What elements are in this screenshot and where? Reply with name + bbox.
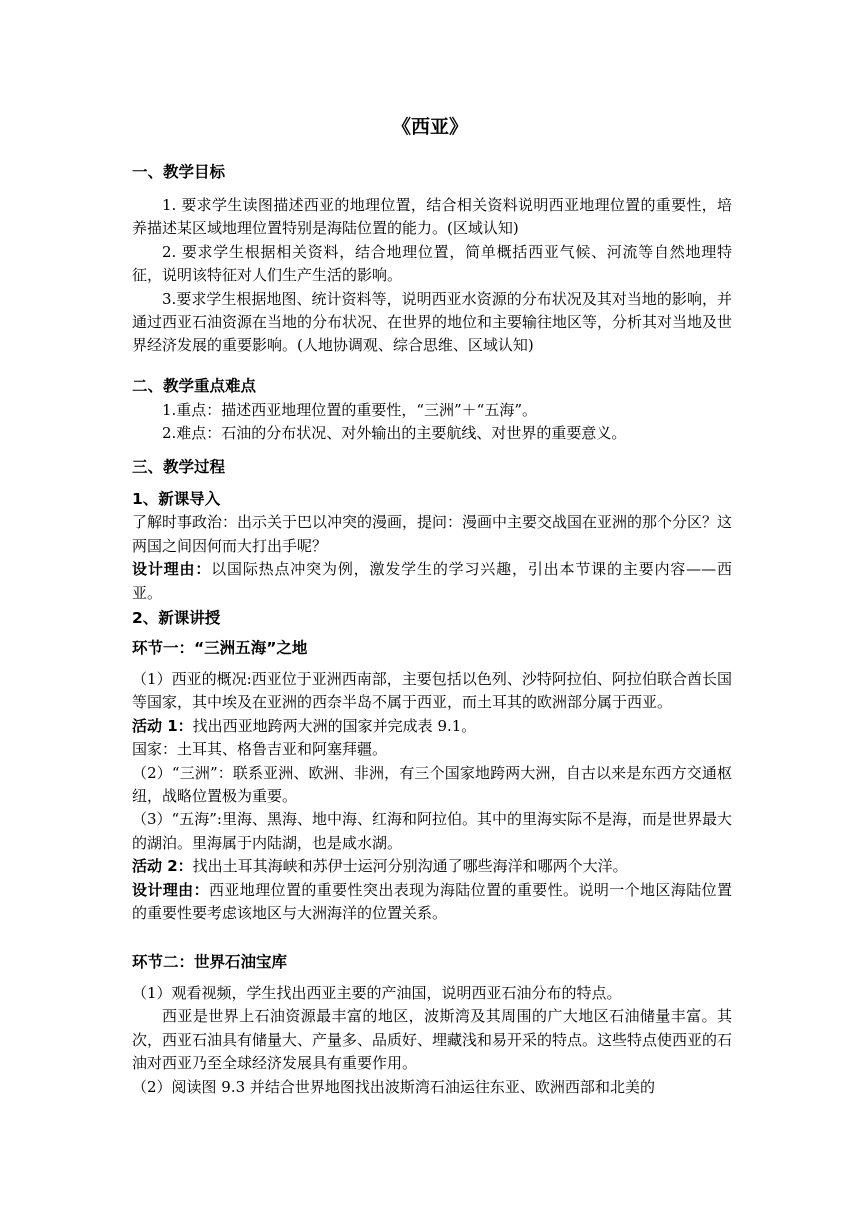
part2-question-2: （2）阅读图 9.3 并结合世界地图找出波斯湾石油运往东亚、欧洲西部和北美的 (132, 1077, 655, 1096)
part2-answer-1: 西亚是世界上石油资源最丰富的地区，波斯湾及其周围的广大地区石油储量丰富。其次，西亚石油具有储量大、产量多、品质好、埋藏浅和易开采的特点。这些特点使西亚的石油对西亚乃至全球经济发展具有重要作用。 (132, 1007, 733, 1073)
design-reason-text: 以国际热点冲突为例，激发学生的学习兴趣，引出本节课的主要内容——西亚。 (132, 560, 732, 602)
section-heading-process: 三、教学过程 (132, 458, 226, 476)
objectives-list (132, 194, 732, 358)
part2-heading: 环节二：世界石油宝库 (132, 953, 288, 971)
document-title: 《西亚》 (391, 116, 468, 138)
part2-question-1: （1）观看视频，学生找出西亚主要的产油国，说明西亚石油分布的特点。 (132, 984, 622, 1002)
design-reason-label: 设计理由： (132, 560, 212, 579)
section-heading-objectives: 一、教学目标 (132, 163, 226, 181)
key-point: 1.重点：描述西亚地理位置的重要性，“三洲”＋“五海”。 (162, 401, 537, 419)
intro-block (132, 488, 732, 630)
activity-label: 活动 2： (132, 857, 193, 876)
part1-body (132, 668, 732, 925)
intro-text: 了解时事政治：出示关于巴以冲突的漫画，提问：漫画中主要交战国在亚洲的那个分区？这两国之间因何而大打出手呢？ (132, 513, 733, 555)
objective-item: 2. 要求学生根据相关资料，结合地理位置，简单概括西亚气候、河流等自然地理特征，说明该特征对人们生产生活的影响。 (132, 242, 732, 285)
design-reason-1 (132, 558, 732, 605)
three-continents: （2）“三洲”：联系亚洲、欧洲、非洲，有三个国家地跨两大洲，自古以来是东西方交通枢纽，战略位置极为重要。 (132, 763, 732, 806)
section-heading-key-points: 二、教学重点难点 (132, 377, 257, 395)
five-seas: （3）“五海”:里海、黑海、地中海、红海和阿拉伯。其中的里海实际不是海，而是世界最大的湖泊。里海属于内陆湖，也是咸水湖。 (132, 810, 732, 852)
objective-item: 1. 要求学生读图描述西亚的地理位置，结合相关资料说明西亚地理位置的重要性，培养描述某区域地理位置特别是海陆位置的能力。(区域认知) (132, 196, 732, 238)
key-points (132, 399, 732, 446)
activity-text: 找出西亚地跨两大洲的国家并完成表 9.1。 (192, 716, 477, 735)
design-reason-text: 西亚地理位置的重要性突出表现为海陆位置的重要性。说明一个地区海陆位置的重要性要考虑该地区与大洲海洋的位置关系。 (132, 880, 732, 923)
objective-item: 3.要求学生根据地图、统计资料等，说明西亚水资源的分布状况及其对当地的影响，并通过西亚石油资源在当地的分布状况、在世界的地位和主要输往地区等，分析其对当地及世界经济发展的重要影响。(人地协调观、综合思维、区域认知) (132, 289, 733, 355)
activity-1 (132, 715, 732, 738)
activity-2 (132, 855, 732, 878)
activity-label: 活动 1： (132, 716, 193, 735)
design-reason-2 (132, 879, 732, 926)
activity-text: 找出土耳其海峡和苏伊士运河分别沟通了哪些海洋和哪两个大洋。 (192, 857, 628, 876)
part2-body (132, 982, 732, 1099)
lecture-heading: 2、新课讲授 (132, 609, 221, 628)
intro-heading: 1、新课导入 (132, 490, 221, 508)
difficult-point: 2.难点：石油的分布状况、对外输出的主要航线、对世界的重要意义。 (162, 424, 627, 443)
design-reason-label: 设计理由： (132, 880, 209, 899)
part1-heading: 环节一：“三洲五海”之地 (132, 639, 308, 657)
countries-line: 国家：土耳其、格鲁吉亚和阿塞拜疆。 (132, 740, 388, 759)
part1-overview: （1）西亚的概况:西亚位于亚洲西南部，主要包括以色列、沙特阿拉伯、阿拉伯联合酋长国等国家，其中埃及在亚洲的西奈半岛不属于西亚，而土耳其的欧洲部分属于西亚。 (132, 670, 732, 712)
